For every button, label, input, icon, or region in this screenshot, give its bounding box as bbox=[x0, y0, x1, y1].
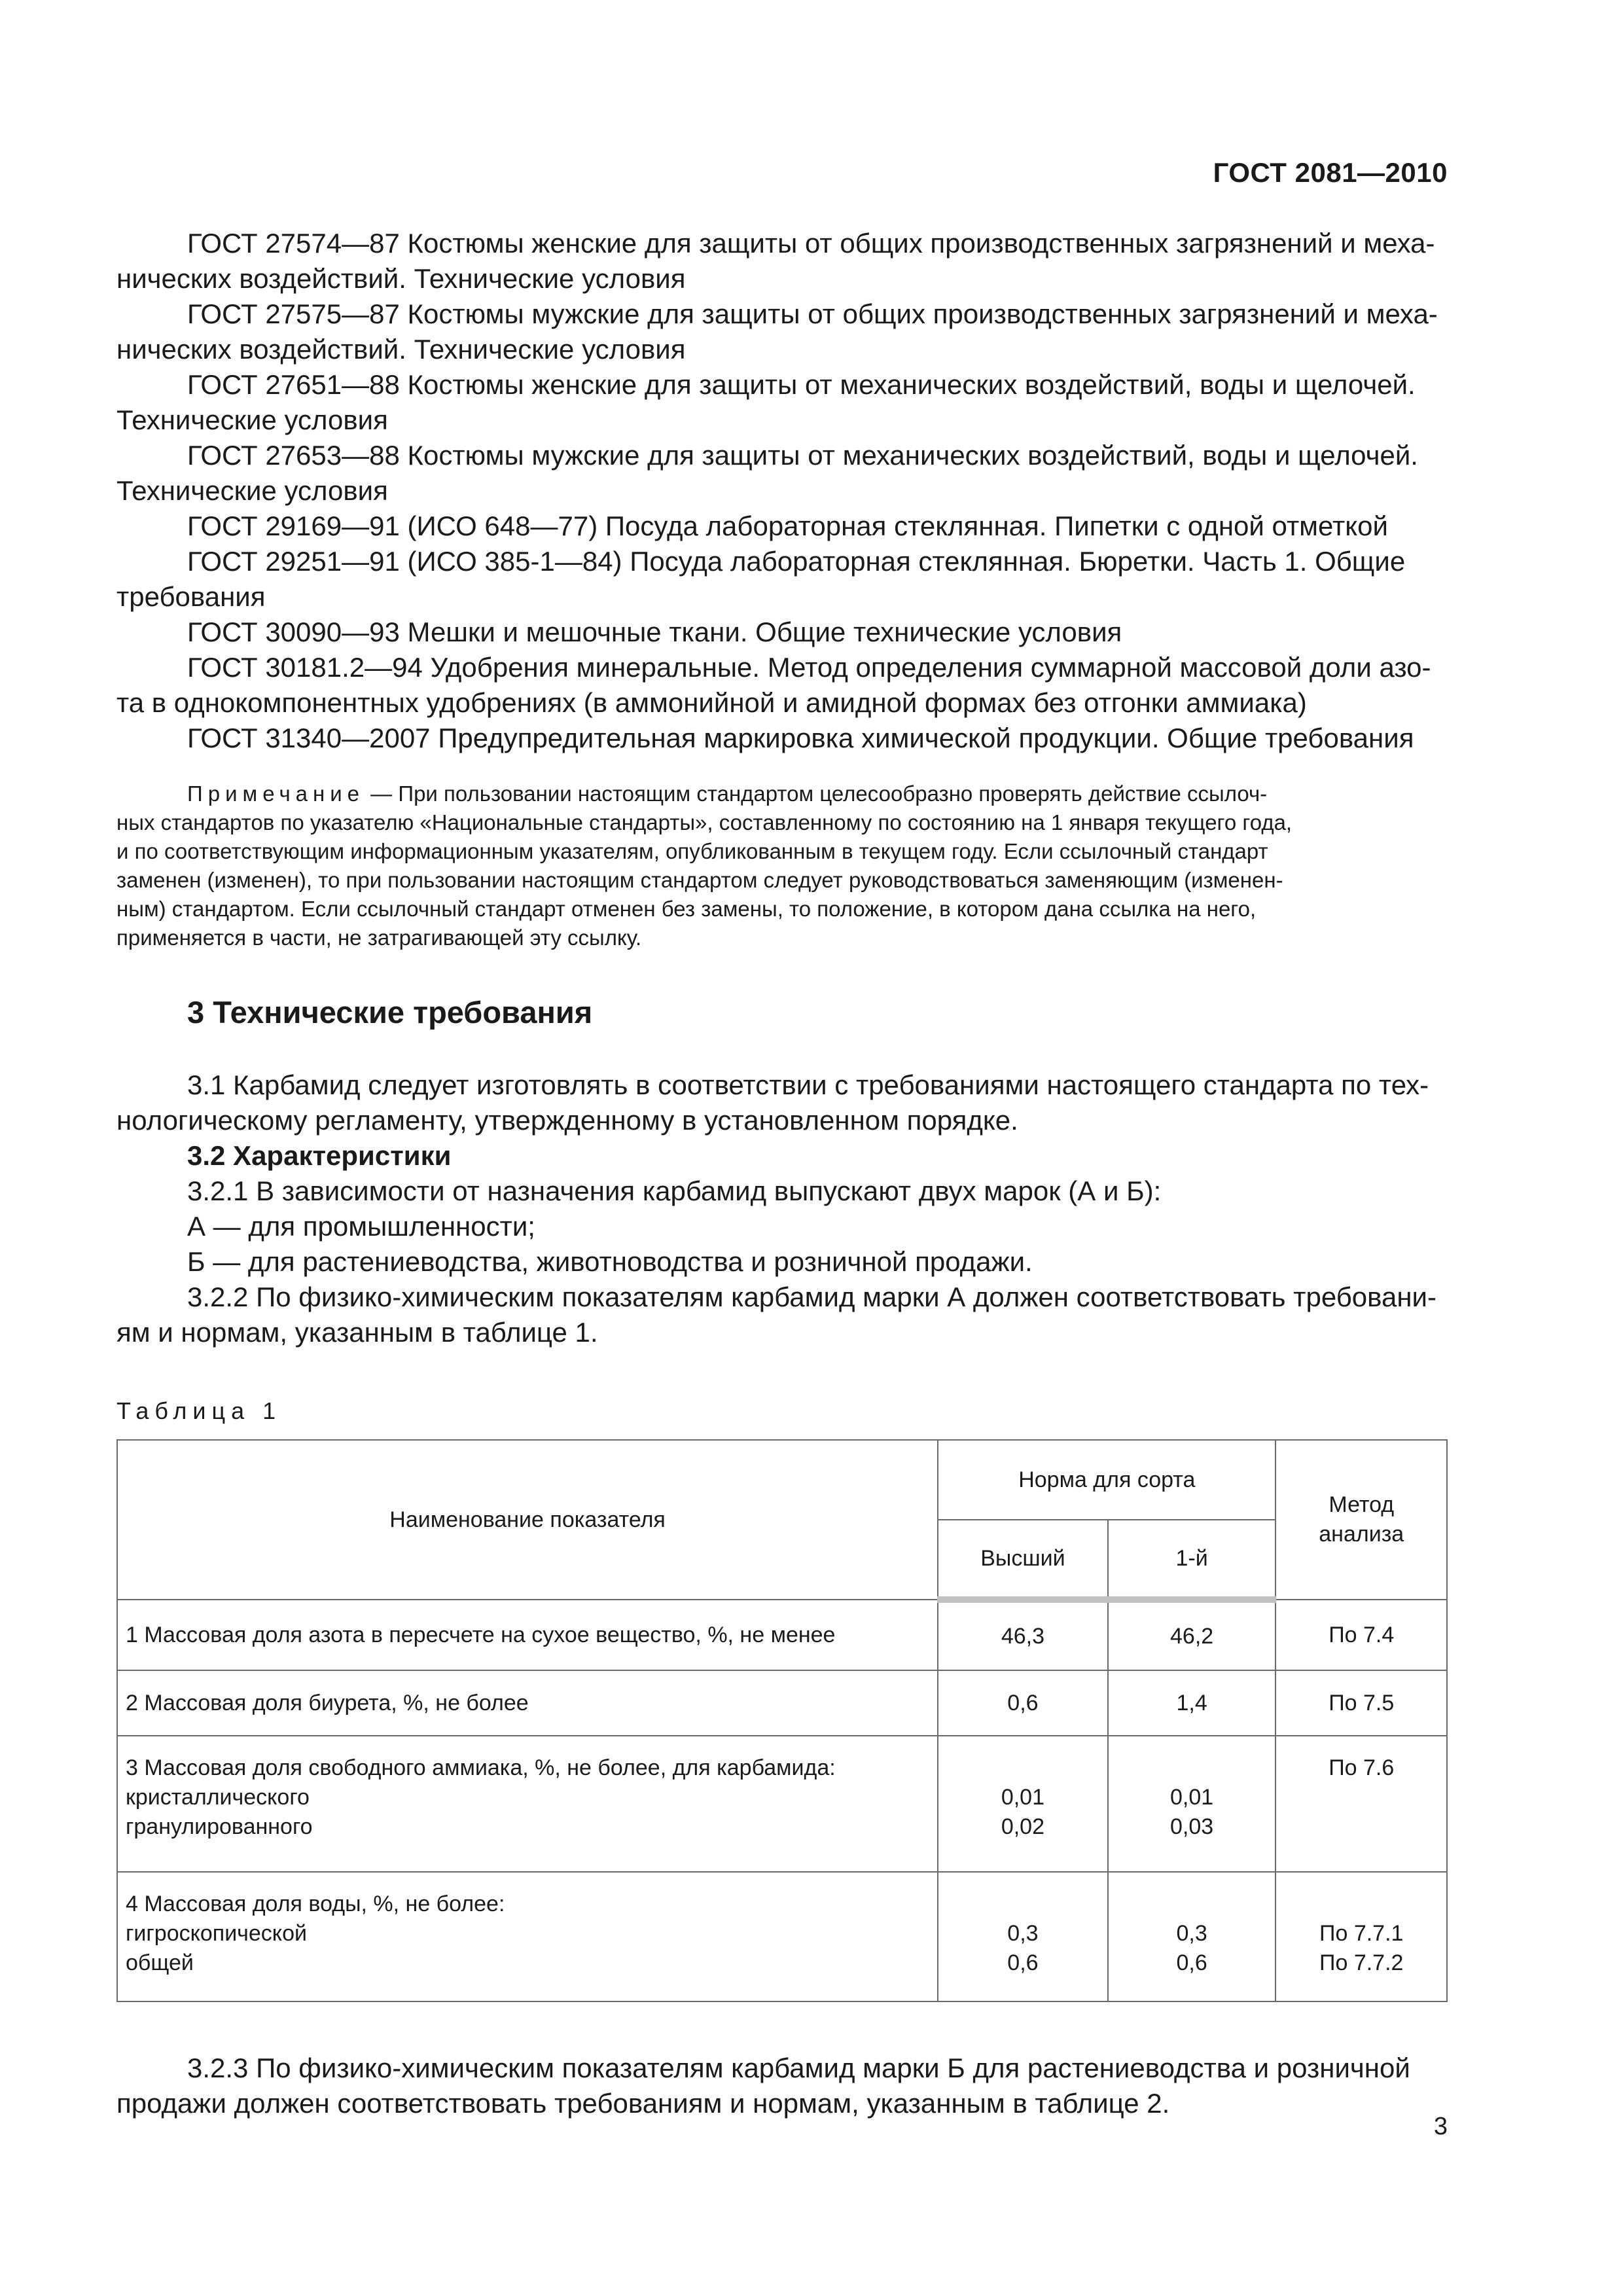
reference-item bbox=[116, 509, 1448, 544]
reference-line: ГОСТ 30181.2—94 Удобрения минеральные. Метод определения суммарной массовой доли азо- bbox=[187, 652, 1431, 683]
note-text: — При пользовании настоящим стандартом целесообразно проверять действие ссылоч- bbox=[365, 781, 1268, 806]
cell-grade-first: 0,01 0,03 bbox=[1108, 1736, 1276, 1872]
note-line: применяется в части, не затрагивающей эту ссылку. bbox=[116, 925, 642, 950]
reference-item bbox=[116, 544, 1448, 615]
reference-line: ГОСТ 30090—93 Мешки и мешочные ткани. Общие технические условия bbox=[187, 617, 1122, 647]
list-item: Б — для растениеводства, животноводства и розничной продажи. bbox=[187, 1246, 1033, 1277]
cell-grade-top: 0,6 bbox=[938, 1670, 1108, 1736]
cell-method: По 7.5 bbox=[1275, 1670, 1447, 1736]
reference-item bbox=[116, 721, 1448, 756]
table-row bbox=[117, 1872, 1447, 2001]
paragraph-3-2-3-block bbox=[116, 2051, 1448, 2121]
note-block bbox=[116, 780, 1448, 952]
cell-grade-top: 0,01 0,02 bbox=[938, 1736, 1108, 1872]
note-line: заменен (изменен), то при пользовании настоящим стандартом следует руководствоваться заменяющим (изменен- bbox=[116, 868, 1283, 892]
cell-indicator: 4 Массовая доля воды, %, не более: гигроскопической общей bbox=[117, 1872, 938, 2001]
header-norm: Норма для сорта bbox=[938, 1440, 1275, 1520]
cell-grade-top: 0,3 0,6 bbox=[938, 1872, 1108, 2001]
table-1 bbox=[116, 1439, 1448, 2002]
subsection-heading: 3.2 Характеристики bbox=[187, 1140, 452, 1171]
header-grade-first: 1-й bbox=[1108, 1520, 1276, 1600]
reference-line: ГОСТ 29251—91 (ИСО 385-1—84) Посуда лабораторная стеклянная. Бюретки. Часть 1. Общие bbox=[187, 546, 1406, 577]
cell-grade-first: 1,4 bbox=[1108, 1670, 1276, 1736]
reference-item bbox=[116, 226, 1448, 296]
note-label: Примечание bbox=[187, 781, 365, 806]
cell-method: По 7.7.1 По 7.7.2 bbox=[1275, 1872, 1447, 2001]
reference-item bbox=[116, 296, 1448, 367]
paragraph-3-1: 3.1 Карбамид следует изготовлять в соответствии с требованиями настоящего стандарта по тех- bbox=[187, 1069, 1429, 1100]
table-caption: Таблица 1 bbox=[116, 1397, 282, 1424]
paragraph-3-2-1: 3.2.1 В зависимости от назначения карбамид выпускают двух марок (А и Б): bbox=[187, 1175, 1162, 1206]
cell-grade-first: 46,2 bbox=[1108, 1600, 1276, 1670]
cell-grade-top: 46,3 bbox=[938, 1600, 1108, 1670]
list-item: А — для промышленности; bbox=[187, 1211, 535, 1242]
section-body bbox=[116, 1067, 1448, 1350]
note-line: и по соответствующим информационным указателям, опубликованным в текущем году. Если ссылочный стандарт bbox=[116, 839, 1268, 863]
paragraph-3-1-continued: нологическому регламенту, утвержденному в установленном порядке. bbox=[116, 1105, 1018, 1136]
table-row bbox=[117, 1600, 1447, 1670]
paragraph-3-2-2: 3.2.2 По физико-химическим показателям карбамид марки А должен соответствовать требовани- bbox=[187, 1282, 1436, 1312]
reference-line: Технические условия bbox=[116, 404, 388, 435]
reference-line: ГОСТ 27653—88 Костюмы мужские для защиты от механических воздействий, воды и щелочей. bbox=[187, 440, 1418, 471]
reference-line: ГОСТ 27575—87 Костюмы мужские для защиты от общих производственных загрязнений и меха- bbox=[187, 298, 1438, 329]
header-method: Метод анализа bbox=[1275, 1440, 1447, 1600]
header-grade-top: Высший bbox=[938, 1520, 1108, 1600]
page-content bbox=[116, 226, 1448, 2121]
reference-item bbox=[116, 615, 1448, 650]
cell-indicator: 2 Массовая доля биурета, %, не более bbox=[117, 1670, 938, 1736]
reference-line: ГОСТ 31340—2007 Предупредительная маркировка химической продукции. Общие требования bbox=[187, 723, 1414, 753]
paragraph-3-2-3: 3.2.3 По физико-химическим показателям карбамид марки Б для растениеводства и розничной bbox=[187, 2053, 1410, 2083]
paragraph-3-2-3-continued: продажи должен соответствовать требованиям и нормам, указанным в таблице 2. bbox=[116, 2088, 1170, 2119]
paragraph-3-2-2-continued: ям и нормам, указанным в таблице 1. bbox=[116, 1317, 598, 1348]
table-row bbox=[117, 1670, 1447, 1736]
note-line: ным) стандартом. Если ссылочный стандарт отменен без замены, то положение, в котором дана ссылка на него, bbox=[116, 897, 1257, 921]
reference-line: требования bbox=[116, 581, 266, 612]
section-heading: 3 Технические требования bbox=[187, 995, 593, 1030]
normative-references-list bbox=[116, 226, 1448, 756]
cell-indicator: 3 Массовая доля свободного аммиака, %, не более, для карбамида: кристаллического гранулированного bbox=[117, 1736, 938, 1872]
reference-line: ГОСТ 29169—91 (ИСО 648—77) Посуда лабораторная стеклянная. Пипетки с одной отметкой bbox=[187, 511, 1388, 541]
reference-item bbox=[116, 650, 1448, 721]
reference-line: нических воздействий. Технические условия bbox=[116, 263, 686, 294]
cell-method: По 7.6 bbox=[1275, 1736, 1447, 1872]
reference-line: ГОСТ 27651—88 Костюмы женские для защиты от механических воздействий, воды и щелочей. bbox=[187, 369, 1416, 400]
note-line: ных стандартов по указателю «Национальные стандарты», составленному по состоянию на 1 января текущего года, bbox=[116, 810, 1293, 834]
reference-line: Технические условия bbox=[116, 475, 388, 506]
reference-line: нических воздействий. Технические условия bbox=[116, 334, 686, 365]
table-row bbox=[117, 1736, 1447, 1872]
cell-indicator: 1 Массовая доля азота в пересчете на сухое вещество, %, не менее bbox=[117, 1600, 938, 1670]
page-number: 3 bbox=[1433, 2113, 1448, 2140]
header-indicator-name: Наименование показателя bbox=[117, 1440, 938, 1600]
note-line bbox=[116, 780, 1448, 808]
reference-item bbox=[116, 438, 1448, 509]
reference-item bbox=[116, 367, 1448, 438]
cell-grade-first: 0,3 0,6 bbox=[1108, 1872, 1276, 2001]
reference-line: та в однокомпонентных удобрениях (в аммонийной и амидной формах без отгонки аммиака) bbox=[116, 687, 1307, 718]
cell-method: По 7.4 bbox=[1275, 1600, 1447, 1670]
document-id-header: ГОСТ 2081—2010 bbox=[1213, 157, 1448, 188]
reference-line: ГОСТ 27574—87 Костюмы женские для защиты от общих производственных загрязнений и меха- bbox=[187, 228, 1435, 259]
